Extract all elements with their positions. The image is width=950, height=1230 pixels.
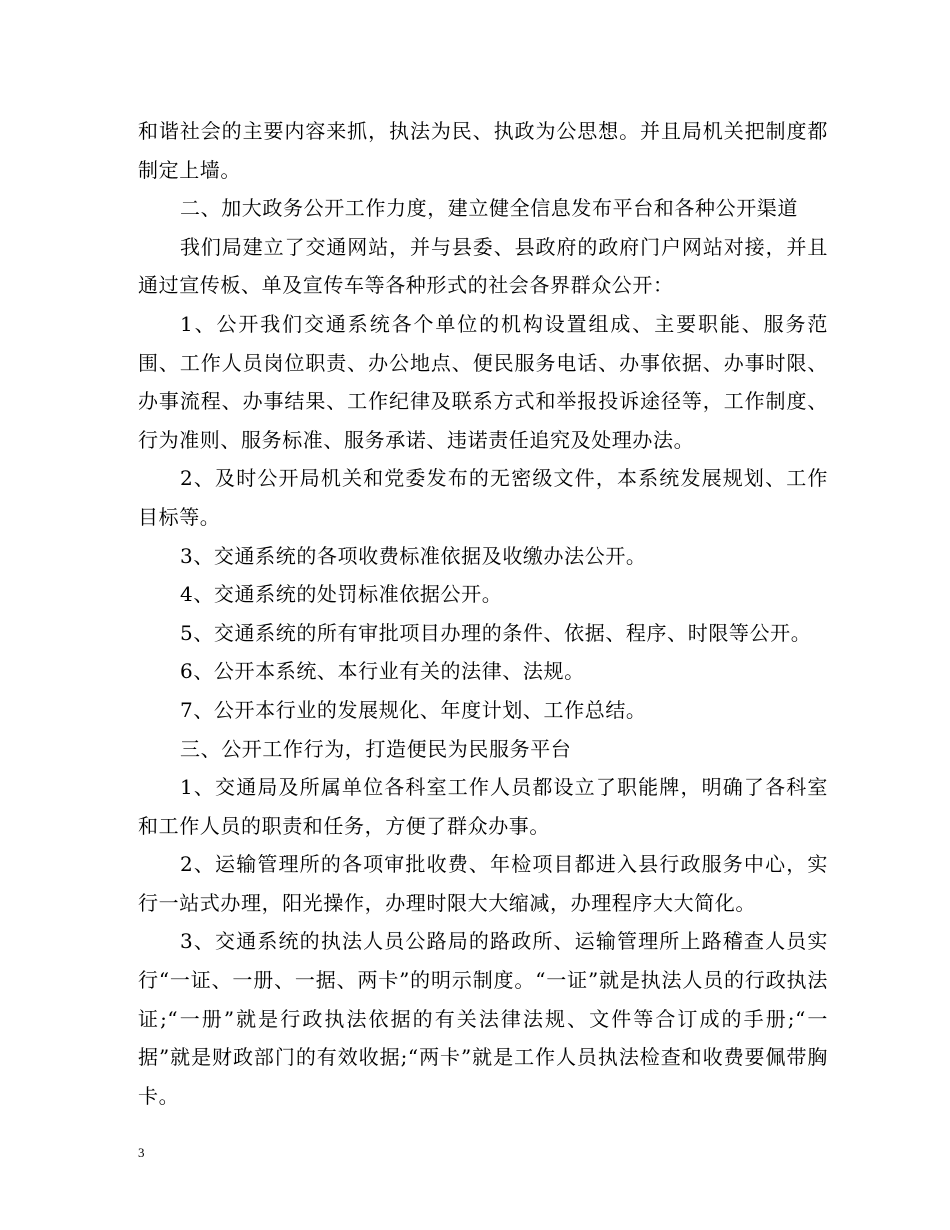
paragraph-3: 我们局建立了交通网站，并与县委、县政府的政府门户网站对接，并且通过宣传板、单及宣传车等各种形式的社会各界群众公开： <box>138 234 828 298</box>
paragraph-1: 和谐社会的主要内容来抓，执法为民、执政为公思想。并且局机关把制度都制定上墙。 <box>138 119 828 182</box>
service-item-2: 2、运输管理所的各项审批收费、年检项目都进入县行政服务中心，实行一站式办理，阳光操作，办理时限大大缩减，办理程序大大简化。 <box>138 852 828 915</box>
service-item-1: 1、交通局及所属单位各科室工作人员都设立了职能牌，明确了各科室和工作人员的职责和任务，方便了群众办事。 <box>138 775 828 838</box>
list-item-6: 6、公开本系统、本行业有关的法律、法规。 <box>180 659 585 684</box>
section-heading-3: 三、公开工作行为，打造便民为民服务平台 <box>180 736 572 761</box>
list-item-5: 5、交通系统的所有审批项目办理的条件、依据、程序、时限等公开。 <box>180 620 812 645</box>
list-item-7: 7、公开本行业的发展规化、年度计划、工作总结。 <box>180 697 647 722</box>
service-item-3: 3、交通系统的执法人员公路局的路政所、运输管理所上路稽查人员实行“一证、一册、一据、两卡”的明示制度。“一证”就是执法人员的行政执法证;“一册”就是行政执法依据的有关法律法规、文件等合订成的手册;“一据”就是财政部门的有效收据;“两卡”就是工作人员执法检查和收费要佩带胸卡。 <box>138 929 828 1108</box>
document-body <box>138 112 828 1115</box>
page-number: 3 <box>138 1145 145 1160</box>
list-item-4: 4、交通系统的处罚标准依据公开。 <box>180 582 503 607</box>
list-item-1: 1、公开我们交通系统各个单位的机构设置组成、主要职能、服务范围、工作人员岗位职责、办公地点、便民服务电话、办事依据、办事时限、办事流程、办事结果、工作纪律及联系方式和举报投诉途径等，工作制度、行为准则、服务标准、服务承诺、违诺责任追究及处理办法。 <box>138 311 828 452</box>
list-item-3: 3、交通系统的各项收费标准依据及收缴办法公开。 <box>180 543 647 568</box>
section-heading-2: 二、加大政务公开工作力度，建立健全信息发布平台和各种公开渠道 <box>180 196 798 221</box>
list-item-2: 2、及时公开局机关和党委发布的无密级文件，本系统发展规划、工作目标等。 <box>138 466 828 529</box>
